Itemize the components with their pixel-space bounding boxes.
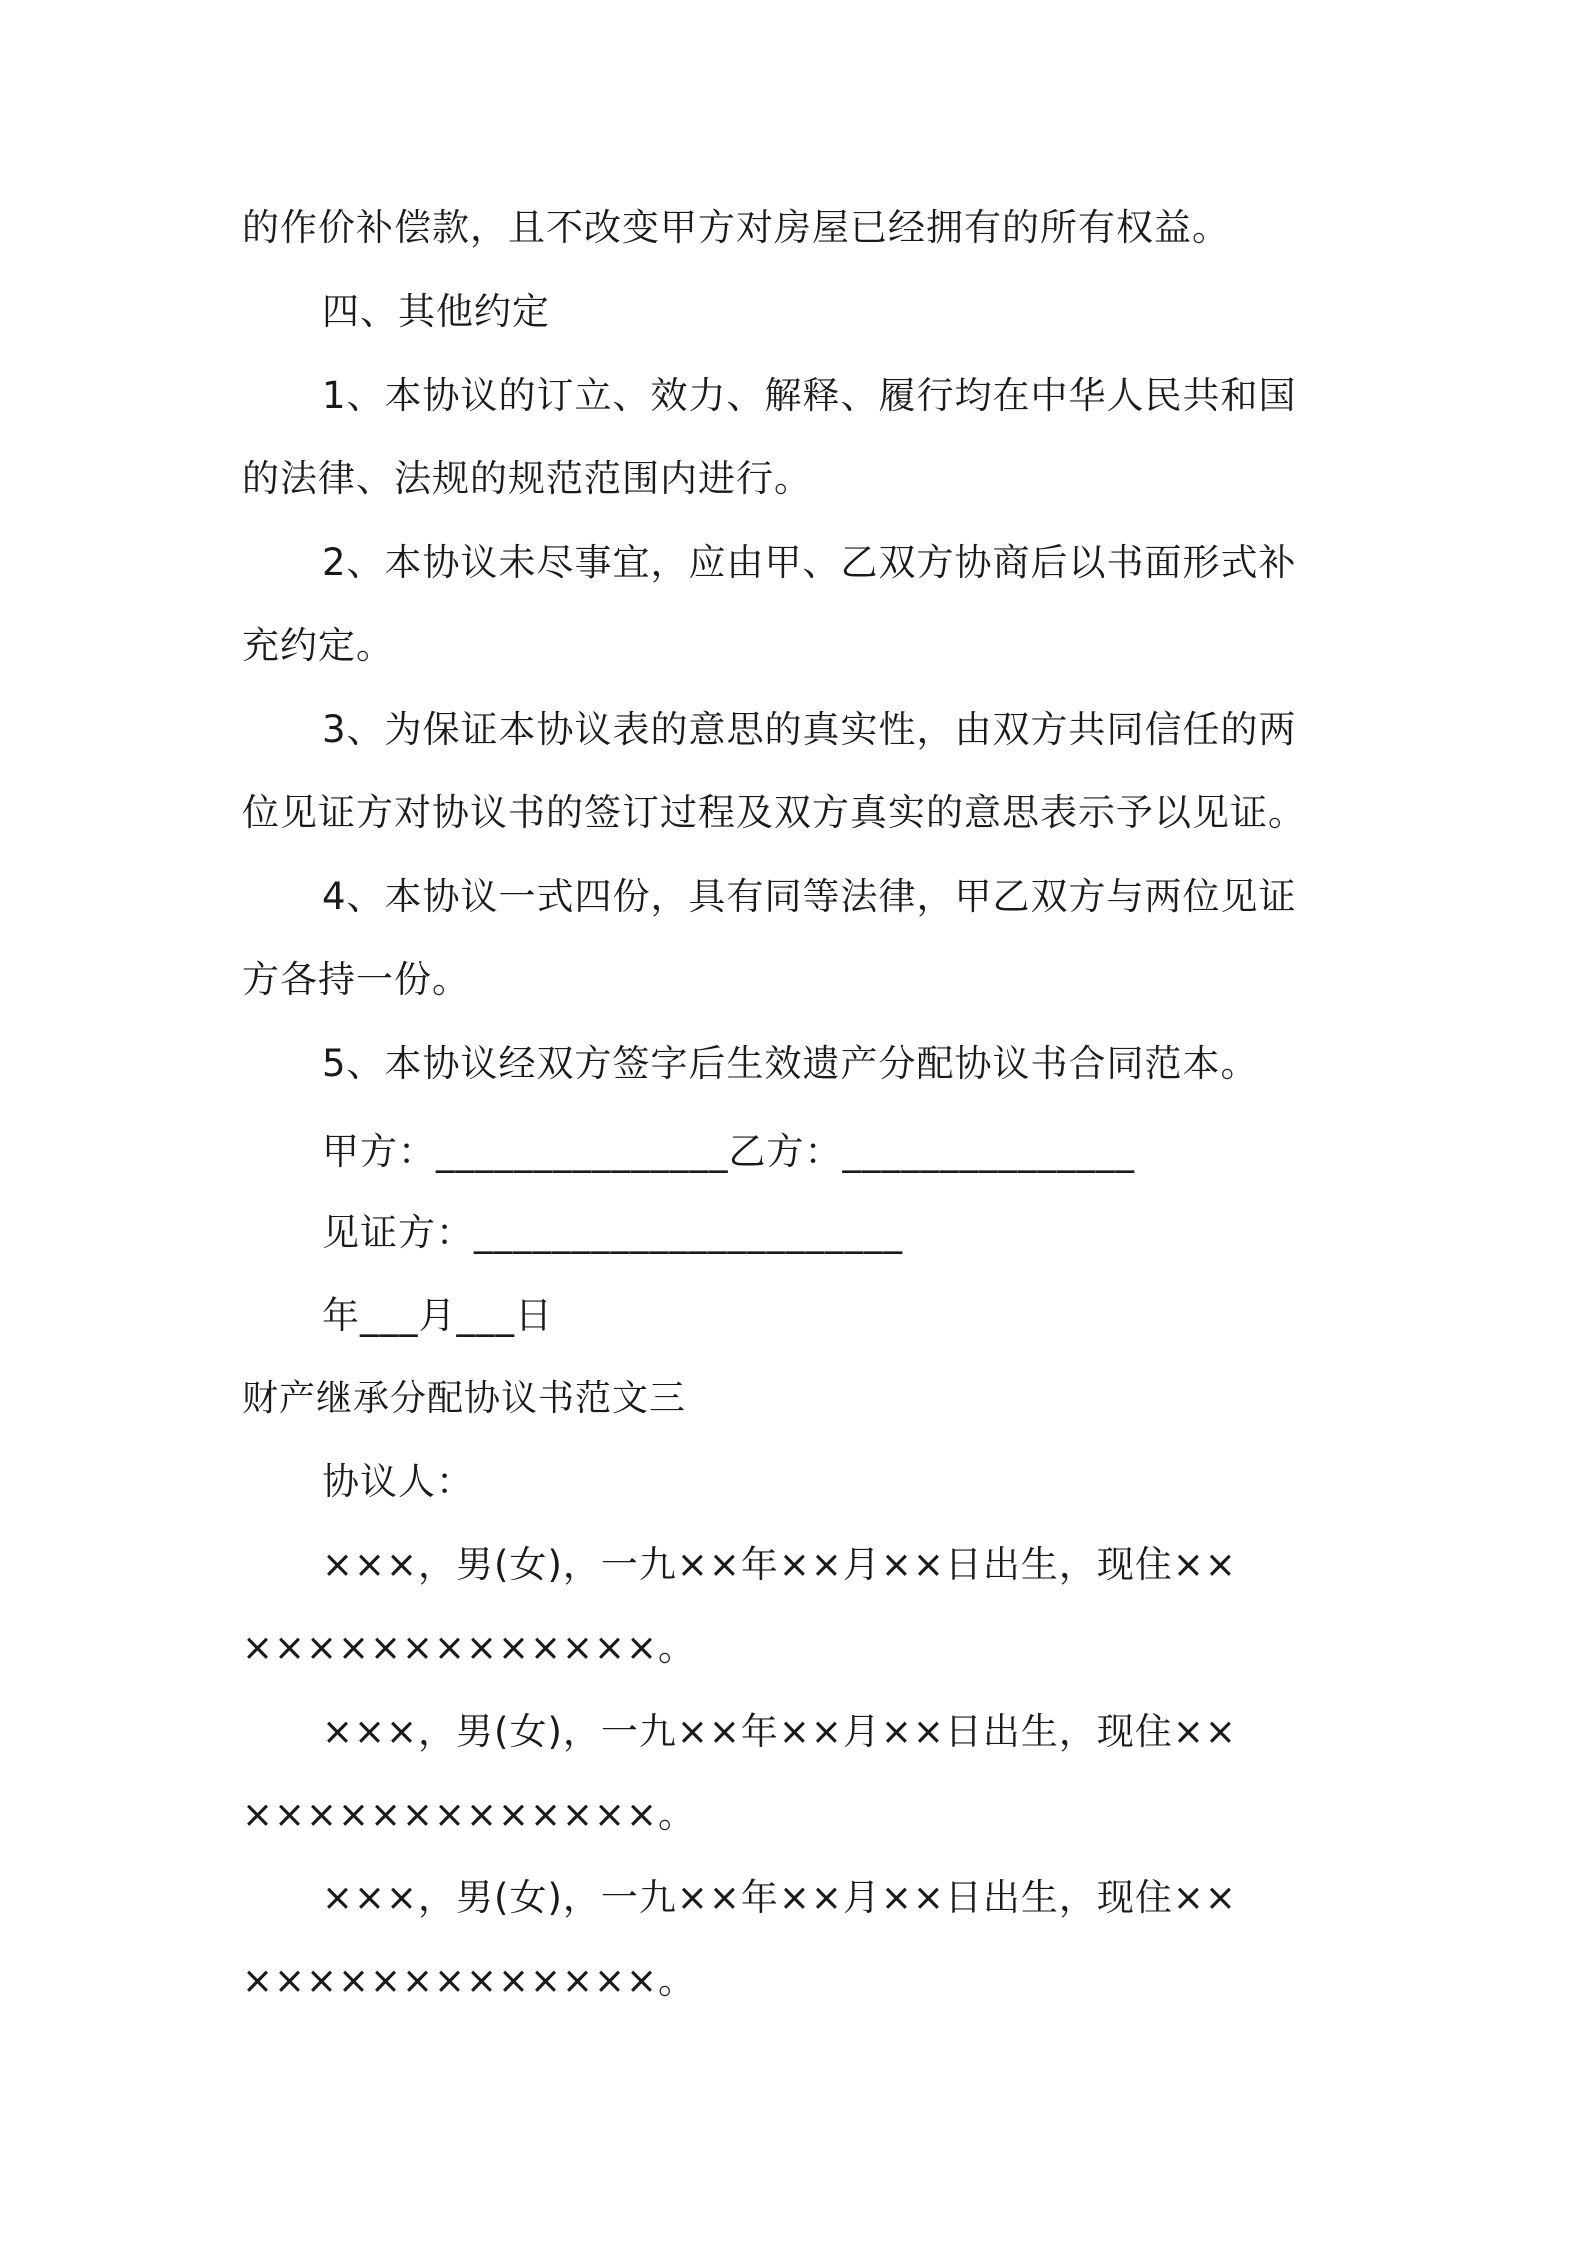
clause-3-line: 3、为保证本协议表的意思的真实性，由双方共同信任的两 — [322, 708, 1297, 751]
clause-3-continuation: 位见证方对协议书的签订过程及双方真实的意思表示予以见证。 — [242, 791, 1306, 834]
clause-1-continuation: 的法律、法规的规范范围内进行。 — [242, 457, 812, 500]
clause-4-line: 4、本协议一式四份，具有同等法律，甲乙双方与两位见证 — [322, 875, 1297, 918]
clause-2-continuation: 充约定。 — [242, 624, 394, 667]
signature-parties-line: 甲方：_______________乙方：_______________ — [322, 1130, 1135, 1173]
section-heading: 四、其他约定 — [322, 290, 550, 333]
paragraph-line: 的作价补偿款，且不改变甲方对房屋已经拥有的所有权益。 — [242, 206, 1230, 249]
witness-signature-line: 见证方：______________________ — [322, 1211, 903, 1254]
parties-label: 协议人： — [322, 1460, 474, 1503]
clause-4-continuation: 方各持一份。 — [242, 958, 470, 1001]
party-1-line: ×××，男(女)，一九××年××月××日出生，现住×× — [322, 1543, 1237, 1586]
document-title: 财产继承分配协议书范文三 — [242, 1378, 687, 1419]
party-2-line: ×××，男(女)，一九××年××月××日出生，现住×× — [322, 1710, 1237, 1753]
party-1-continuation: ×××××××××××××。 — [242, 1626, 697, 1669]
date-line: 年___月___日 — [322, 1294, 553, 1337]
party-3-line: ×××，男(女)，一九××年××月××日出生，现住×× — [322, 1876, 1237, 1919]
clause-2-line: 2、本协议未尽事宜，应由甲、乙双方协商后以书面形式补 — [322, 541, 1297, 584]
party-2-continuation: ×××××××××××××。 — [242, 1793, 697, 1836]
clause-5-line: 5、本协议经双方签字后生效遗产分配协议书合同范本。 — [322, 1042, 1259, 1085]
clause-1-line: 1、本协议的订立、效力、解释、履行均在中华人民共和国 — [322, 374, 1297, 417]
party-3-continuation: ×××××××××××××。 — [242, 1959, 697, 2002]
